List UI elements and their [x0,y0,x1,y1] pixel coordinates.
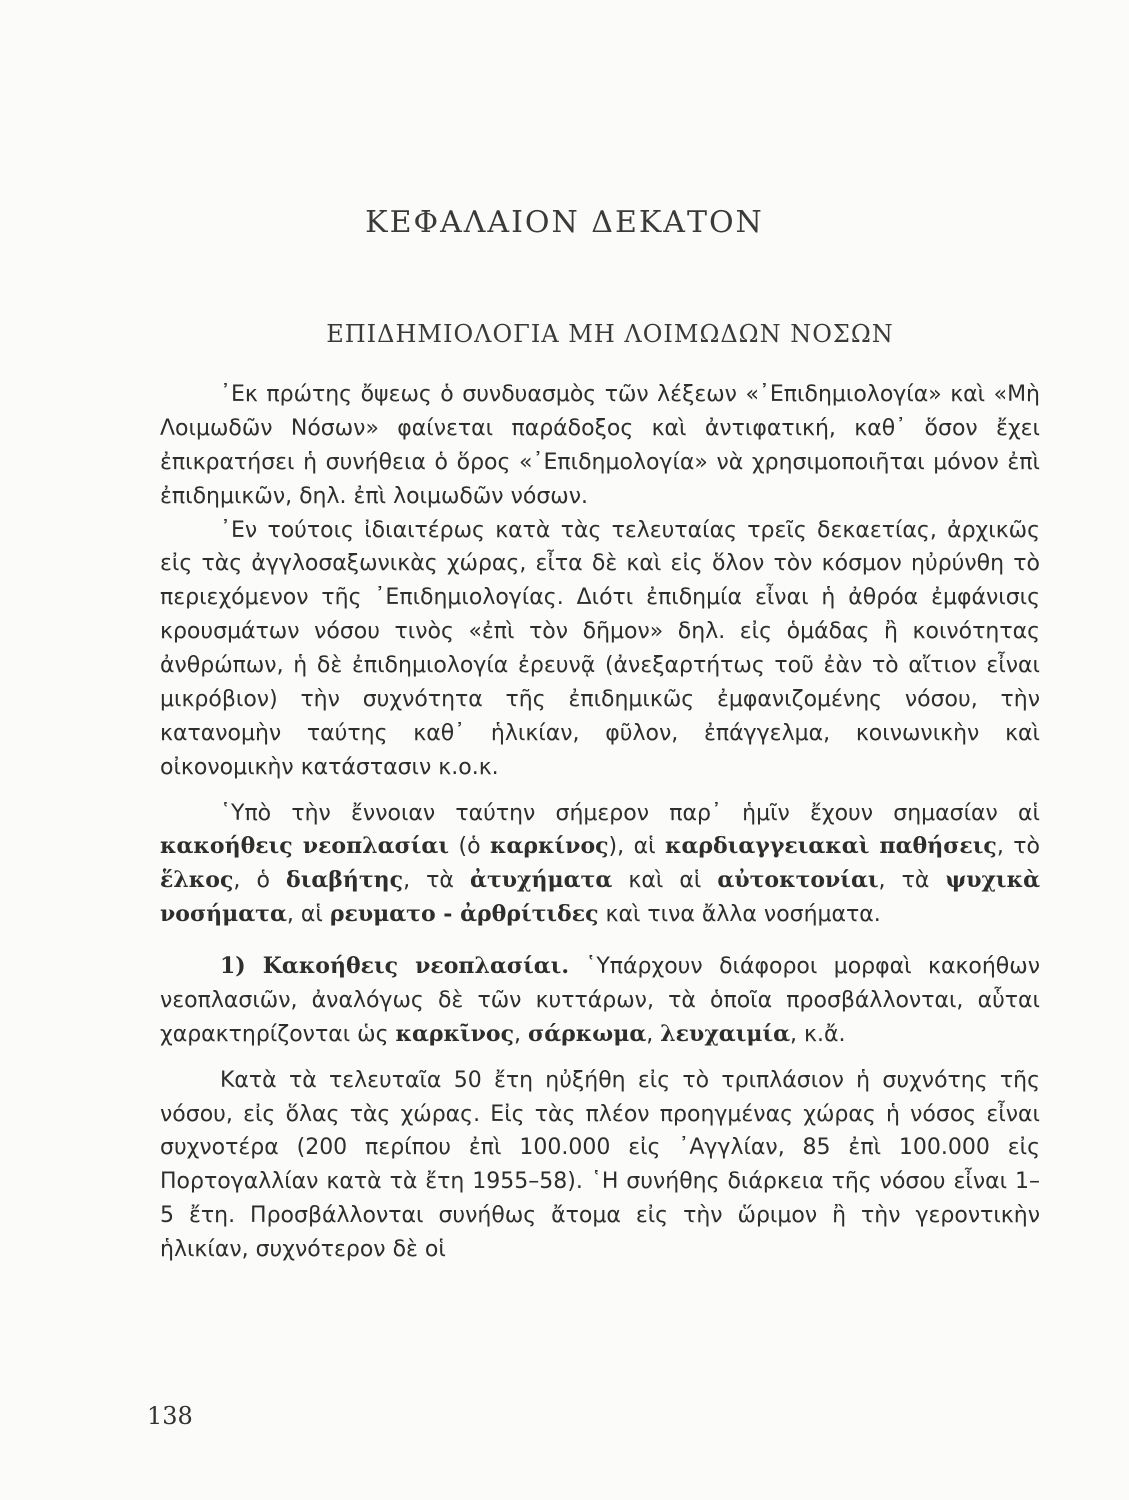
paragraph-intro: ᾿Εκ πρώτης ὄψεως ὁ συνδυασμὸς τῶν λέξεων «᾿Επιδημιολογία» καὶ «Μὴ Λοιμωδῶν Νόσων» φαίνεται παράδοξος καὶ ἀντιφατική, καθ᾿ ὅσον ἔχει ἐπικρατήσει ἡ συνήθεια ὁ ὅρος «᾿Επιδημολογία» νὰ χρησιμοποιῆται μόνον ἐπὶ ἐπιδημικῶν, δηλ. ἐπὶ λοιμωδῶν νόσων. [160,382,1040,509]
text-run: ῾Υπὸ τὴν ἔννοιαν ταύτην σήμερον παρ᾿ ἡμῖν ἔχουν σημασίαν αἱ [220,800,1040,826]
chapter-title: ΚΕΦΑΛΑΙΟΝ ΔΕΚΑΤΟΝ [365,205,764,240]
term-cardiovascular: καρδιαγγειακαὶ παθήσεις [665,833,997,860]
term-cancer: καρκίνος [490,833,609,860]
text-run: , τὸ [996,834,1041,860]
term-mental-illness: ψυχικὰ νοσήματα [160,867,1040,928]
text-run: , [514,1021,528,1047]
text-run: , ὁ [233,868,287,894]
term-carcinoma: καρκῖνος [395,1020,514,1047]
text-run: , τὰ [878,868,946,894]
term-accidents: ἀτυχήματα [470,867,613,894]
paragraph-definition: ᾿Εν τούτοις ἰδιαιτέρως κατὰ τὰς τελευταίας τρεῖς δεκαετίας, ἀρχικῶς εἰς τὰς ἀγγλοσαξωνικὰς χώρας, εἶτα δὲ καὶ εἰς ὅλον τὸν κόσμον ηὐρύνθη τὸ περιεχόμενον τῆς ᾿Επιδημιολογίας. Διότι ἐπιδημία εἶναι ἡ ἀθρόα ἐμφάνισις κρουσμάτων νόσου τινὸς «ἐπὶ τὸν δῆμον» δηλ. εἰς ὁμάδας ἢ κοινότητας ἀνθρώπων, ἡ δὲ ἐπιδημιολογία ἐρευνᾷ (ἀνεξαρτήτως τοῦ ἐὰν τὸ αἴτιον εἶναι μικρόβιον) τὴν συχνότητα τῆς ἐπιδημικῶς ἐμφανιζομένης νόσου, τὴν κατανομὴν ταύτης καθ᾿ ἡλικίαν, φῦλον, ἐπάγγελμα, κοινωνικὴν καὶ οἰκονομικὴν κατάστασιν κ.ο.κ. [160,517,1040,780]
term-suicides: αὐτοκτονίαι [717,867,879,894]
text-run: , τὰ [403,868,471,894]
page-number: 138 [147,1402,193,1430]
text-run: ), αἱ [608,834,665,860]
text-run: (ὁ [449,834,490,860]
text-run: καὶ τινα ἄλλα νοσήματα. [598,902,881,928]
term-ulcer: ἕλκος [160,867,234,894]
section-title: ΕΠΙΔΗΜΙΟΛΟΓΙΑ ΜΗ ΛΟΙΜΩΔΩΝ ΝΟΣΩΝ [326,320,894,348]
term-neoplasms: κακοήθεις νεοπλασίαι [160,833,450,860]
paragraph-section-1 [160,950,1040,1052]
text-run: , αἱ [286,902,330,928]
text-run: , κ.ἄ. [790,1021,846,1047]
term-arthritis: ρευματο - ἀρθρίτιδες [329,901,599,928]
term-leukemia: λευχαιμία [660,1020,791,1047]
text-run: , [646,1021,661,1047]
text-run: ῾Υπάρχουν διάφοροι μορφαὶ κακοήθων νεοπλασιῶν, ἀναλόγως δὲ τῶν κυττάρων, τὰ ὁποῖα προσβάλλονται, αὗται χαρακτηρίζονται ὡς [160,954,1040,1047]
term-diabetes: διαβήτης [286,867,404,894]
paragraph-statistics: Κατὰ τὰ τελευταῖα 50 ἔτη ηὐξήθη εἰς τὸ τριπλάσιον ἡ συχνότης τῆς νόσου, εἰς ὅλας τὰς χώρας. Εἰς τὰς πλέον προηγμένας χώρας ἡ νόσος εἶναι συχνοτέρα (200 περίπου ἐπὶ 100.000 εἰς ᾿Αγγλίαν, 85 ἐπὶ 100.000 εἰς Πορτογαλλίαν κατὰ τὰ ἔτη 1955–58). ῾Η συνήθης διάρκεια τῆς νόσου εἶναι 1–5 ἔτη. Προσβάλλονται συνήθως ἄτομα εἰς τὴν ὥριμον ἢ τὴν γεροντικὴν ἡλικίαν, συχνότερον δὲ οἱ [160,1067,1040,1262]
text-run: καὶ αἱ [612,868,718,894]
subsection-heading: 1) Κακοήθεις νεοπλασίαι. [220,953,569,979]
body-text [160,378,1040,1267]
paragraph-disease-list [160,797,1040,933]
term-sarcoma: σάρκωμα [528,1020,647,1047]
